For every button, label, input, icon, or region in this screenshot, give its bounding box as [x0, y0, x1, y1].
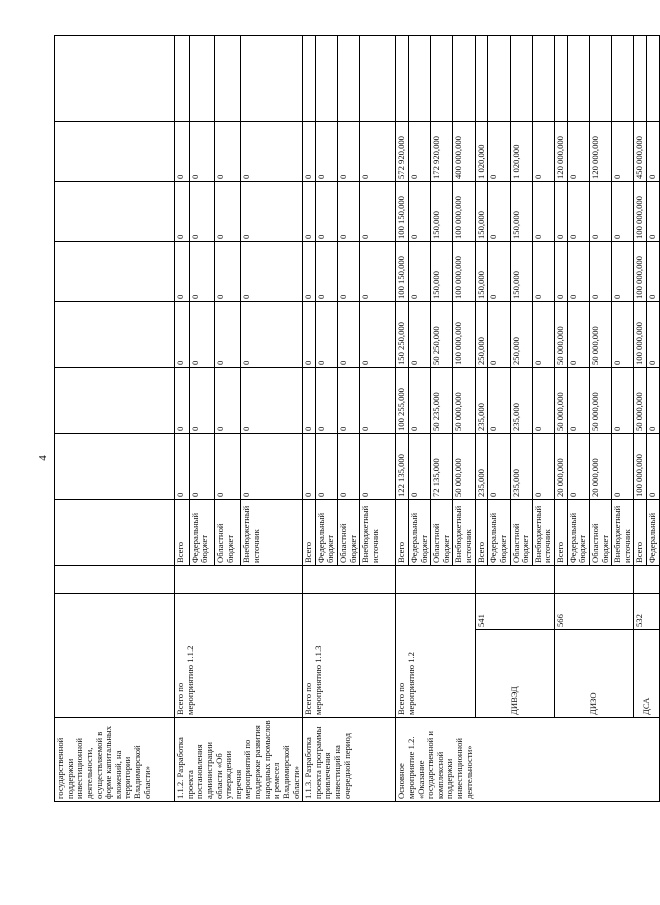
value-cell: 0: [567, 122, 589, 182]
empty-cell: [55, 302, 175, 368]
value-cell: 150,000: [475, 242, 488, 302]
value-cell: 0: [241, 368, 303, 434]
empty-cell: [55, 122, 175, 182]
value-cell: 0: [315, 122, 337, 182]
value-cell: 0: [241, 122, 303, 182]
empty-cell: [338, 36, 360, 122]
code-cell: 566: [555, 594, 634, 630]
value-cell: 0: [567, 302, 589, 368]
funding-source: Федеральный бюджет: [567, 500, 589, 566]
value-cell: 0: [303, 302, 316, 368]
table-row: [555, 36, 568, 802]
code-cell: [303, 566, 396, 594]
value-cell: 0: [488, 242, 510, 302]
empty-cell: [55, 500, 175, 566]
executor-name: ДИЗО: [555, 630, 634, 718]
value-cell: 0: [241, 182, 303, 242]
value-cell: 150,000: [431, 242, 453, 302]
budget-table: [54, 35, 660, 802]
value-cell: 20 000,000: [589, 434, 611, 500]
empty-cell: [634, 36, 647, 122]
funding-source: Внебюджетный источник: [453, 500, 475, 566]
document-stage: [54, 36, 657, 802]
code-cell: [396, 566, 475, 594]
funding-source: Внебюджетный источник: [360, 500, 396, 566]
value-cell: 0: [315, 302, 337, 368]
empty-cell: [55, 434, 175, 500]
value-cell: 0: [555, 182, 568, 242]
funding-source: Областной бюджет: [215, 500, 241, 566]
value-cell: 235,000: [475, 368, 488, 434]
value-cell: 100 000,000: [453, 182, 475, 242]
value-cell: 0: [647, 302, 660, 368]
value-cell: 0: [488, 122, 510, 182]
value-cell: 100 000,000: [453, 302, 475, 368]
value-cell: 0: [408, 302, 430, 368]
value-cell: 100 255,000: [396, 368, 409, 434]
value-cell: 0: [532, 242, 554, 302]
empty-cell: [55, 368, 175, 434]
value-cell: 0: [647, 182, 660, 242]
funding-source: Всего: [555, 500, 568, 566]
page-number: 4: [36, 455, 49, 461]
empty-cell: [215, 36, 241, 122]
funding-source: Всего: [634, 500, 647, 566]
value-cell: 0: [567, 434, 589, 500]
value-cell: 0: [175, 182, 190, 242]
value-cell: 0: [567, 242, 589, 302]
value-cell: 150 250,000: [396, 302, 409, 368]
value-cell: 0: [189, 302, 215, 368]
executor-cell: Всего по мероприятию 1.1.2: [175, 594, 303, 718]
value-cell: 0: [532, 434, 554, 500]
value-cell: 0: [303, 434, 316, 500]
value-cell: 0: [555, 242, 568, 302]
empty-cell: [315, 36, 337, 122]
value-cell: 0: [647, 368, 660, 434]
value-cell: 0: [315, 182, 337, 242]
activity-description: 1.1.3. Разработка проекта программы привлечения инвестиций на очередной период: [303, 718, 396, 802]
empty-cell: [647, 36, 660, 122]
table-row: [175, 36, 190, 802]
empty-cell: [532, 36, 554, 122]
activity-description: 1.1.2. Разработка проекта постановления администрации области «Об утверждении перечня мероприятий по поддержке развития народных промыслов и ремесел Владимирской области»: [175, 718, 303, 802]
empty-cell: [431, 36, 453, 122]
value-cell: 50 000,000: [555, 302, 568, 368]
value-cell: 235,000: [510, 368, 532, 434]
value-cell: 0: [338, 302, 360, 368]
empty-cell: [175, 36, 190, 122]
value-cell: 100 000,000: [634, 434, 647, 500]
value-cell: 0: [647, 242, 660, 302]
value-cell: 0: [532, 122, 554, 182]
value-cell: 20 000,000: [555, 434, 568, 500]
value-cell: 0: [338, 242, 360, 302]
funding-source: Федеральный бюджет: [315, 500, 337, 566]
empty-cell: [55, 242, 175, 302]
value-cell: 100 150,000: [396, 182, 409, 242]
value-cell: 100 150,000: [396, 242, 409, 302]
empty-cell: [360, 36, 396, 122]
empty-cell: [555, 566, 634, 594]
value-cell: 0: [408, 242, 430, 302]
value-cell: 0: [303, 182, 316, 242]
value-cell: 0: [567, 182, 589, 242]
executor-cell: Всего по мероприятию 1.1.3: [303, 594, 396, 718]
empty-cell: [612, 36, 634, 122]
value-cell: 0: [360, 242, 396, 302]
code-cell: 532: [634, 594, 659, 630]
value-cell: 0: [175, 368, 190, 434]
empty-cell: [55, 182, 175, 242]
value-cell: 50 000,000: [555, 368, 568, 434]
value-cell: 0: [589, 182, 611, 242]
code-cell: 541: [475, 594, 554, 630]
empty-cell: [189, 36, 215, 122]
value-cell: 100 000,000: [453, 242, 475, 302]
value-cell: 0: [338, 368, 360, 434]
value-cell: 0: [215, 302, 241, 368]
funding-source: Федеральный бюджет: [189, 500, 215, 566]
funding-source: Внебюджетный источник: [241, 500, 303, 566]
value-cell: 0: [567, 368, 589, 434]
executor-name: ДИВЭД: [475, 630, 554, 718]
empty-cell: [475, 566, 554, 594]
value-cell: 1 020,000: [475, 122, 488, 182]
funding-source: Областной бюджет: [338, 500, 360, 566]
value-cell: 50 000,000: [589, 302, 611, 368]
value-cell: 0: [612, 242, 634, 302]
funding-source: Всего: [175, 500, 190, 566]
funding-source: Областной бюджет: [431, 500, 453, 566]
value-cell: 250,000: [510, 302, 532, 368]
value-cell: 0: [175, 122, 190, 182]
funding-source: Федеральный: [647, 500, 660, 566]
value-cell: 0: [303, 122, 316, 182]
value-cell: 0: [241, 242, 303, 302]
funding-source: Областной бюджет: [589, 500, 611, 566]
value-cell: 0: [647, 122, 660, 182]
value-cell: 450 000,000: [634, 122, 647, 182]
value-cell: 0: [612, 122, 634, 182]
value-cell: 150,000: [431, 182, 453, 242]
value-cell: 72 135,000: [431, 434, 453, 500]
value-cell: 400 000,000: [453, 122, 475, 182]
table-row: [303, 36, 316, 802]
value-cell: 0: [408, 182, 430, 242]
value-cell: 0: [189, 122, 215, 182]
value-cell: 235,000: [510, 434, 532, 500]
funding-source: Всего: [475, 500, 488, 566]
value-cell: 0: [315, 368, 337, 434]
code-cell: [175, 566, 303, 594]
value-cell: 50 000,000: [453, 368, 475, 434]
value-cell: 0: [532, 182, 554, 242]
value-cell: 0: [189, 182, 215, 242]
value-cell: 0: [360, 182, 396, 242]
value-cell: 50 250,000: [431, 302, 453, 368]
value-cell: 0: [315, 434, 337, 500]
funding-source: Областной бюджет: [510, 500, 532, 566]
value-cell: 120 000,000: [555, 122, 568, 182]
value-cell: 0: [408, 122, 430, 182]
empty-cell: [488, 36, 510, 122]
value-cell: 0: [532, 302, 554, 368]
funding-source: Всего: [396, 500, 409, 566]
funding-source: Внебюджетный источник: [532, 500, 554, 566]
value-cell: 0: [215, 368, 241, 434]
value-cell: 150,000: [510, 242, 532, 302]
value-cell: 0: [189, 434, 215, 500]
value-cell: 0: [175, 302, 190, 368]
value-cell: 0: [241, 302, 303, 368]
value-cell: 0: [360, 368, 396, 434]
value-cell: 0: [215, 242, 241, 302]
empty-cell: [555, 36, 568, 122]
value-cell: 50 000,000: [453, 434, 475, 500]
value-cell: 0: [189, 242, 215, 302]
value-cell: 0: [175, 242, 190, 302]
value-cell: 100 000,000: [634, 242, 647, 302]
table-row: [396, 36, 409, 802]
value-cell: 0: [303, 242, 316, 302]
value-cell: 150,000: [475, 182, 488, 242]
funding-source: Внебюджетный источник: [612, 500, 634, 566]
value-cell: 122 135,000: [396, 434, 409, 500]
value-cell: 0: [488, 302, 510, 368]
empty-cell: [55, 566, 175, 594]
value-cell: 0: [360, 302, 396, 368]
value-cell: 0: [175, 434, 190, 500]
funding-source: Всего: [303, 500, 316, 566]
empty-cell: [396, 36, 409, 122]
value-cell: 0: [647, 434, 660, 500]
value-cell: 172 920,000: [431, 122, 453, 182]
executor-name: ДСА: [634, 630, 659, 718]
activity-description: государственной поддержки инвестиционной деятельности, осуществляемой в форме капитальных вложений, на территории Владимирской области»: [55, 718, 175, 802]
value-cell: 0: [488, 368, 510, 434]
empty-cell: [475, 36, 488, 122]
funding-source: Федеральный бюджет: [408, 500, 430, 566]
value-cell: 0: [315, 242, 337, 302]
activity-description: Основное мероприятие 1.2. «Оказание государственной и комплексной поддержки инвестиционной деятельности»: [396, 718, 659, 802]
empty-cell: [55, 36, 175, 122]
value-cell: 0: [338, 182, 360, 242]
empty-cell: [567, 36, 589, 122]
empty-cell: [589, 36, 611, 122]
value-cell: 0: [338, 122, 360, 182]
value-cell: 0: [360, 434, 396, 500]
table-row: [634, 36, 647, 802]
value-cell: 0: [241, 434, 303, 500]
value-cell: 0: [408, 434, 430, 500]
empty-cell: [510, 36, 532, 122]
value-cell: 100 000,000: [634, 302, 647, 368]
executor-cell: Всего по мероприятию 1.2: [396, 594, 475, 718]
value-cell: 0: [612, 434, 634, 500]
value-cell: 0: [215, 182, 241, 242]
value-cell: 0: [360, 122, 396, 182]
value-cell: 150,000: [510, 182, 532, 242]
value-cell: 0: [612, 368, 634, 434]
value-cell: 100 000,000: [634, 182, 647, 242]
value-cell: 572 920,000: [396, 122, 409, 182]
value-cell: 50 235,000: [431, 368, 453, 434]
value-cell: 0: [612, 302, 634, 368]
empty-cell: [634, 566, 659, 594]
value-cell: 120 000,000: [589, 122, 611, 182]
value-cell: 0: [612, 182, 634, 242]
value-cell: 250,000: [475, 302, 488, 368]
empty-cell: [303, 36, 316, 122]
empty-cell: [55, 594, 175, 718]
value-cell: 0: [303, 368, 316, 434]
value-cell: 0: [488, 182, 510, 242]
empty-cell: [408, 36, 430, 122]
value-cell: 0: [532, 368, 554, 434]
empty-cell: [241, 36, 303, 122]
value-cell: 50 000,000: [589, 368, 611, 434]
table-row: [475, 36, 488, 802]
funding-source: Федеральный бюджет: [488, 500, 510, 566]
empty-cell: [453, 36, 475, 122]
value-cell: 1 020,000: [510, 122, 532, 182]
value-cell: 0: [189, 368, 215, 434]
value-cell: 0: [408, 368, 430, 434]
rotated-table-wrapper: [54, 36, 657, 802]
value-cell: 0: [488, 434, 510, 500]
value-cell: 0: [338, 434, 360, 500]
value-cell: 0: [589, 242, 611, 302]
value-cell: 0: [215, 434, 241, 500]
value-cell: 50 000,000: [634, 368, 647, 434]
table-row: [55, 36, 175, 802]
value-cell: 0: [215, 122, 241, 182]
value-cell: 235,000: [475, 434, 488, 500]
